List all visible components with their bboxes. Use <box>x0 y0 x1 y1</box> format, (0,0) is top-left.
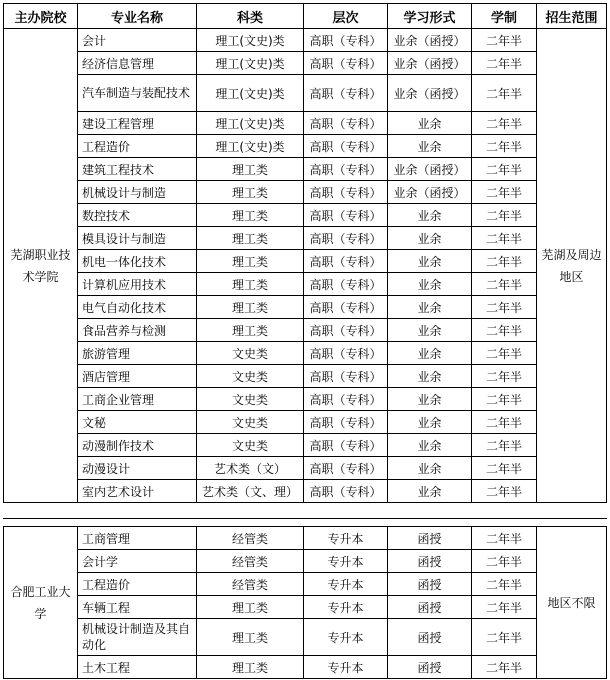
header-range: 招生范围 <box>537 4 607 29</box>
duration-cell: 二年半 <box>472 342 537 365</box>
mode-cell: 业余（函授） <box>388 75 472 112</box>
level-cell: 高职（专科） <box>304 158 388 181</box>
duration-cell: 二年半 <box>472 619 537 656</box>
mode-cell: 业余 <box>388 227 472 250</box>
mode-cell: 函授 <box>388 550 472 573</box>
duration-cell: 二年半 <box>472 434 537 457</box>
major-cell: 文秘 <box>78 411 197 434</box>
major-cell: 食品营养与检测 <box>78 319 197 342</box>
mode-cell: 函授 <box>388 596 472 619</box>
mode-cell: 函授 <box>388 656 472 679</box>
duration-cell: 二年半 <box>472 411 537 434</box>
category-cell: 理工类 <box>197 296 304 319</box>
table-row <box>4 457 607 480</box>
duration-cell: 二年半 <box>472 204 537 227</box>
mode-cell: 业余 <box>388 365 472 388</box>
category-cell: 理工类 <box>197 181 304 204</box>
table-row <box>4 112 607 135</box>
table-row <box>4 181 607 204</box>
category-cell: 理工(文史)类 <box>197 29 304 52</box>
enrollment-range: 芜湖及周边地区 <box>537 29 607 503</box>
major-cell: 机电一体化技术 <box>78 250 197 273</box>
mode-cell: 业余 <box>388 388 472 411</box>
level-cell: 专升本 <box>304 656 388 679</box>
table-row <box>4 204 607 227</box>
duration-cell: 二年半 <box>472 29 537 52</box>
table-row <box>4 411 607 434</box>
duration-cell: 二年半 <box>472 296 537 319</box>
major-cell: 会计 <box>78 29 197 52</box>
major-cell: 土木工程 <box>78 656 197 679</box>
enrollment-table-wuhu <box>3 3 607 503</box>
table-row <box>4 388 607 411</box>
table-row <box>4 52 607 75</box>
major-cell: 动漫制作技术 <box>78 434 197 457</box>
header-major: 专业名称 <box>78 4 197 29</box>
major-cell: 电气自动化技术 <box>78 296 197 319</box>
major-cell: 机械设计制造及其自动化 <box>78 619 197 656</box>
header-mode: 学习形式 <box>388 4 472 29</box>
mode-cell: 业余（函授） <box>388 158 472 181</box>
level-cell: 高职（专科） <box>304 29 388 52</box>
category-cell: 理工(文史)类 <box>197 135 304 158</box>
category-cell: 文史类 <box>197 365 304 388</box>
mode-cell: 业余 <box>388 296 472 319</box>
duration-cell: 二年半 <box>472 250 537 273</box>
category-cell: 理工类 <box>197 204 304 227</box>
level-cell: 高职（专科） <box>304 112 388 135</box>
school-name: 芜湖职业技术学院 <box>4 29 78 503</box>
level-cell: 高职（专科） <box>304 388 388 411</box>
duration-cell: 二年半 <box>472 135 537 158</box>
table-row <box>4 365 607 388</box>
major-cell: 汽车制造与装配技术 <box>78 75 197 112</box>
level-cell: 高职（专科） <box>304 135 388 158</box>
major-cell: 经济信息管理 <box>78 52 197 75</box>
category-cell: 理工类 <box>197 227 304 250</box>
duration-cell: 二年半 <box>472 112 537 135</box>
duration-cell: 二年半 <box>472 480 537 503</box>
major-cell: 计算机应用技术 <box>78 273 197 296</box>
mode-cell: 业余 <box>388 342 472 365</box>
table-row <box>4 29 607 52</box>
level-cell: 专升本 <box>304 550 388 573</box>
header-level: 层次 <box>304 4 388 29</box>
level-cell: 高职（专科） <box>304 457 388 480</box>
category-cell: 理工类 <box>197 656 304 679</box>
mode-cell: 业余 <box>388 250 472 273</box>
major-cell: 会计学 <box>78 550 197 573</box>
level-cell: 高职（专科） <box>304 250 388 273</box>
table-row <box>4 158 607 181</box>
enrollment-table-hefei <box>3 526 607 679</box>
mode-cell: 业余 <box>388 112 472 135</box>
category-cell: 理工类 <box>197 596 304 619</box>
table-row <box>4 527 607 550</box>
enrollment-range: 地区不限 <box>537 527 607 679</box>
category-cell: 艺术类（文、理） <box>197 480 304 503</box>
table-row <box>4 135 607 158</box>
major-cell: 车辆工程 <box>78 596 197 619</box>
level-cell: 高职（专科） <box>304 411 388 434</box>
table-row <box>4 250 607 273</box>
duration-cell: 二年半 <box>472 550 537 573</box>
table-row <box>4 296 607 319</box>
table-row <box>4 319 607 342</box>
category-cell: 文史类 <box>197 342 304 365</box>
level-cell: 高职（专科） <box>304 52 388 75</box>
level-cell: 高职（专科） <box>304 204 388 227</box>
category-cell: 理工(文史)类 <box>197 52 304 75</box>
duration-cell: 二年半 <box>472 656 537 679</box>
major-cell: 工程造价 <box>78 135 197 158</box>
mode-cell: 业余 <box>388 434 472 457</box>
mode-cell: 业余 <box>388 319 472 342</box>
category-cell: 经管类 <box>197 573 304 596</box>
major-cell: 室内艺术设计 <box>78 480 197 503</box>
duration-cell: 二年半 <box>472 388 537 411</box>
header-duration: 学制 <box>472 4 537 29</box>
level-cell: 高职（专科） <box>304 365 388 388</box>
category-cell: 理工(文史)类 <box>197 112 304 135</box>
category-cell: 理工类 <box>197 273 304 296</box>
header-school: 主办院校 <box>4 4 78 29</box>
level-cell: 高职（专科） <box>304 273 388 296</box>
duration-cell: 二年半 <box>472 158 537 181</box>
level-cell: 高职（专科） <box>304 75 388 112</box>
table-row <box>4 619 607 656</box>
duration-cell: 二年半 <box>472 52 537 75</box>
table-row <box>4 656 607 679</box>
duration-cell: 二年半 <box>472 527 537 550</box>
table-divider <box>3 518 607 519</box>
table-row <box>4 596 607 619</box>
major-cell: 机械设计与制造 <box>78 181 197 204</box>
table-row <box>4 75 607 112</box>
mode-cell: 业余（函授） <box>388 29 472 52</box>
category-cell: 文史类 <box>197 388 304 411</box>
mode-cell: 函授 <box>388 573 472 596</box>
major-cell: 工商管理 <box>78 527 197 550</box>
major-cell: 工程造价 <box>78 573 197 596</box>
header-row <box>4 4 607 29</box>
mode-cell: 函授 <box>388 527 472 550</box>
duration-cell: 二年半 <box>472 319 537 342</box>
table-row <box>4 550 607 573</box>
level-cell: 专升本 <box>304 527 388 550</box>
major-cell: 建筑工程技术 <box>78 158 197 181</box>
mode-cell: 业余（函授） <box>388 181 472 204</box>
mode-cell: 业余 <box>388 411 472 434</box>
header-category: 科类 <box>197 4 304 29</box>
duration-cell: 二年半 <box>472 181 537 204</box>
duration-cell: 二年半 <box>472 457 537 480</box>
major-cell: 酒店管理 <box>78 365 197 388</box>
category-cell: 理工类 <box>197 619 304 656</box>
level-cell: 专升本 <box>304 596 388 619</box>
duration-cell: 二年半 <box>472 273 537 296</box>
school-name: 合肥工业大学 <box>4 527 78 679</box>
category-cell: 理工(文史)类 <box>197 75 304 112</box>
mode-cell: 业余 <box>388 273 472 296</box>
level-cell: 高职（专科） <box>304 319 388 342</box>
duration-cell: 二年半 <box>472 573 537 596</box>
duration-cell: 二年半 <box>472 227 537 250</box>
level-cell: 高职（专科） <box>304 227 388 250</box>
mode-cell: 业余 <box>388 480 472 503</box>
table-row <box>4 273 607 296</box>
level-cell: 高职（专科） <box>304 434 388 457</box>
level-cell: 高职（专科） <box>304 480 388 503</box>
table-row <box>4 480 607 503</box>
duration-cell: 二年半 <box>472 596 537 619</box>
level-cell: 高职（专科） <box>304 296 388 319</box>
mode-cell: 业余 <box>388 204 472 227</box>
table-row <box>4 573 607 596</box>
major-cell: 数控技术 <box>78 204 197 227</box>
level-cell: 专升本 <box>304 573 388 596</box>
category-cell: 理工类 <box>197 319 304 342</box>
major-cell: 动漫设计 <box>78 457 197 480</box>
category-cell: 经管类 <box>197 550 304 573</box>
major-cell: 建设工程管理 <box>78 112 197 135</box>
level-cell: 高职（专科） <box>304 342 388 365</box>
category-cell: 文史类 <box>197 434 304 457</box>
mode-cell: 业余（函授） <box>388 52 472 75</box>
major-cell: 工商企业管理 <box>78 388 197 411</box>
category-cell: 艺术类（文） <box>197 457 304 480</box>
mode-cell: 业余 <box>388 457 472 480</box>
mode-cell: 业余 <box>388 135 472 158</box>
level-cell: 专升本 <box>304 619 388 656</box>
duration-cell: 二年半 <box>472 75 537 112</box>
major-cell: 模具设计与制造 <box>78 227 197 250</box>
duration-cell: 二年半 <box>472 365 537 388</box>
major-cell: 旅游管理 <box>78 342 197 365</box>
category-cell: 理工类 <box>197 250 304 273</box>
category-cell: 理工类 <box>197 158 304 181</box>
table-row <box>4 342 607 365</box>
category-cell: 文史类 <box>197 411 304 434</box>
level-cell: 高职（专科） <box>304 181 388 204</box>
mode-cell: 函授 <box>388 619 472 656</box>
category-cell: 经管类 <box>197 527 304 550</box>
table-row <box>4 227 607 250</box>
table-row <box>4 434 607 457</box>
